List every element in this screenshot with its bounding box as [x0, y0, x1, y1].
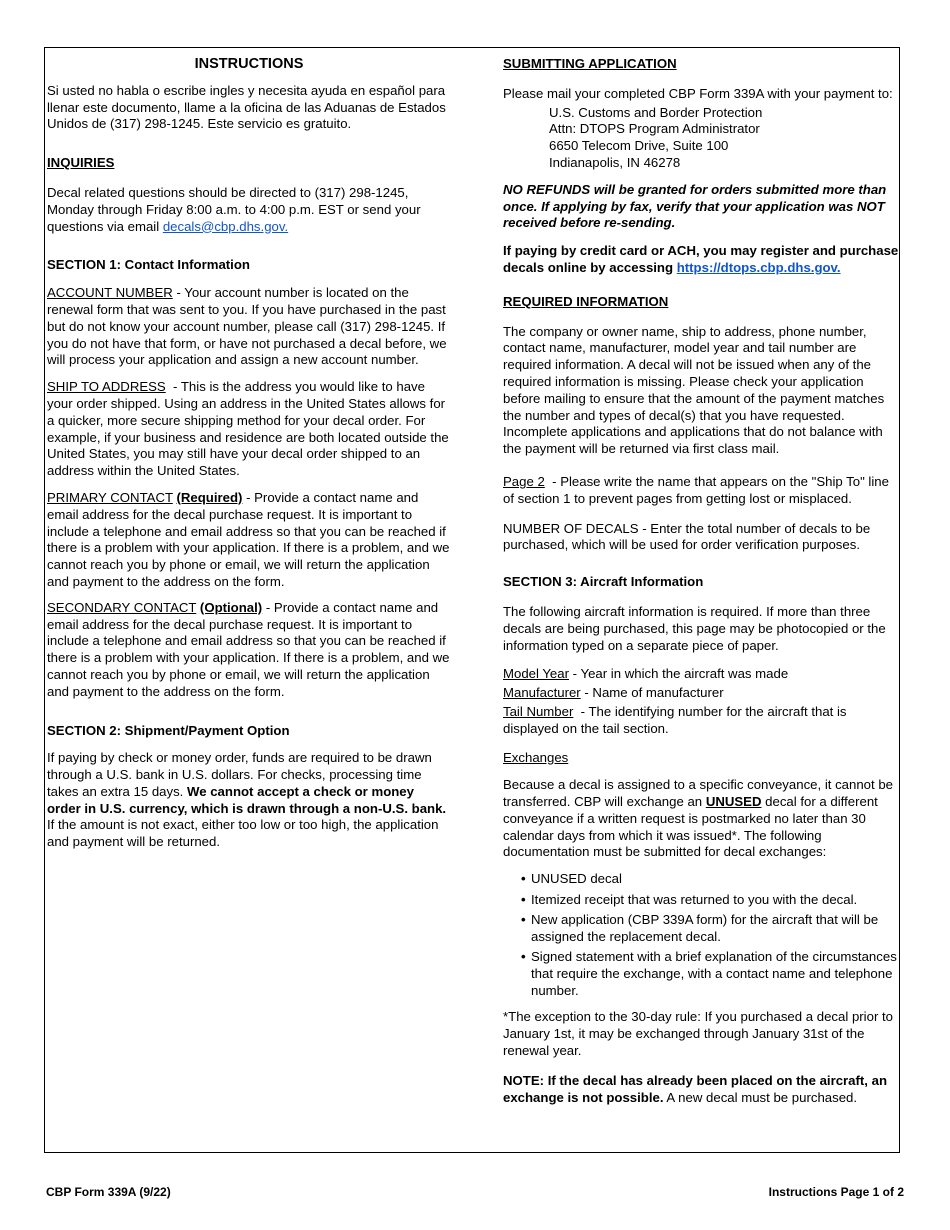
primary-contact-paragraph: [47, 490, 451, 591]
exchanges-paragraph: [503, 777, 901, 861]
list-item: • New application (CBP 339A form) for the aircraft that will be assigned the replacement decal.: [503, 912, 901, 946]
spanish-notice: Si usted no habla o escribe ingles y necesita ayuda en español para llenar este documento, llame a la oficina de las Aduanas de Estados Unidos de (317) 298-1245. Este servicio es gratuito.: [47, 82, 446, 132]
aircraft-intro: The following aircraft information is required. If more than three decals are being purchased, this page may be photocopied or the information typed on a separate piece of paper.: [503, 603, 886, 653]
submitting-heading: SUBMITTING APPLICATION: [503, 56, 677, 71]
instructions-frame: [44, 47, 900, 1153]
manufacturer-text: - Name of manufacturer: [580, 685, 724, 701]
number-of-decals-text: NUMBER OF DECALS - Enter the total number of decals to be purchased, which will be used for order verification purposes.: [503, 520, 871, 553]
mailing-address: [503, 105, 901, 172]
payment-paragraph: [47, 750, 451, 851]
payment-text-2: If the amount is not exact, either too low or too high, the application and payment will be returned.: [47, 817, 439, 850]
page-number: Instructions Page 1 of 2: [768, 1185, 904, 1199]
ship-to-paragraph: [47, 379, 451, 480]
list-item: • Itemized receipt that was returned to you with the decal.: [503, 892, 901, 909]
submitting-intro: Please mail your completed CBP Form 339A with your payment to:: [503, 85, 893, 101]
unused-word: UNUSED: [705, 794, 762, 810]
ship-to-label: SHIP TO ADDRESS: [47, 379, 166, 395]
model-year-text: - Year in which the aircraft was made: [569, 666, 789, 682]
inquiries-text: [47, 185, 451, 235]
list-item: • UNUSED decal: [503, 871, 901, 888]
address-line: U.S. Customs and Border Protection: [549, 104, 763, 120]
tail-number-label: Tail Number: [503, 703, 574, 719]
payment-warning: We cannot accept a check or money order in U.S. currency, which is drawn through a non-U.S. bank.: [47, 783, 447, 816]
left-column: [47, 48, 451, 851]
exchanges-text-2: decal for a different conveyance if a written request is postmarked no later than 30 calendar days from which it was issued*. The following documentation must be submitted for decal exchanges:: [503, 794, 878, 860]
page2-text: - Please write the name that appears on the "Ship To" line of section 1 to prevent pages from getting lost or misplaced.: [503, 473, 893, 506]
payment-text-1: If paying by check or money order, funds are required to be drawn through a U.S. bank in U.S. dollars. For checks, processing time takes an extra 15 days.: [47, 750, 432, 799]
exception-note: *The exception to the 30-day rule: If you purchased a decal prior to January 1st, it may be exchanged through January 31st of the renewal year.: [503, 1009, 893, 1058]
address-line: Attn: DTOPS Program Administrator: [549, 121, 760, 137]
exchange-documents-list: [503, 871, 901, 999]
email-link[interactable]: decals@cbp.dhs.gov.: [162, 218, 289, 234]
tail-number-text: - The identifying number for the aircraft that is displayed on the tail section.: [503, 703, 851, 736]
secondary-optional: (Optional): [199, 599, 263, 615]
page-title: INSTRUCTIONS: [194, 56, 304, 72]
required-info-text: The company or owner name, ship to address, phone number, contact name, manufacturer, model year and tail number are required information. A decal will not be issued when any of the required information is missing. Please check your application before mailing to ensure that the amount of the payment matches the number and types of decal(s) that you have requested. Incomplete applications and applications that do not balance with the payment will be returned via first class mail.: [503, 323, 885, 457]
ship-to-text: - This is the address you would like to have your order shipped. Using an address in the United States allows for a quicker, more secure shipping method for your decal order. For example, if your business and residence are both located outside the United States, you may still have your decal order shipped to an address within the United States.: [47, 379, 453, 479]
account-number-text: - Your account number is located on the renewal form that was sent to you. If you have purchased in the past but do not know your account number, please call (317) 298-1245. If you do not have that form, or have not purchased a decal before, we will process your application and assign a new account number.: [47, 285, 447, 368]
exchanges-text-1: Because a decal is assigned to a specific conveyance, it cannot be transferred. CBP will exchange an: [503, 777, 894, 810]
final-note: [503, 1073, 901, 1107]
credit-card-text: If paying by credit card or ACH, you may register and purchase decals online by accessing: [503, 243, 899, 275]
address-line: 6650 Telecom Drive, Suite 100: [549, 138, 729, 154]
note-bold: NOTE: If the decal has already been placed on the aircraft, an exchange is not possible.: [503, 1072, 888, 1105]
section1-heading: SECTION 1: Contact Information: [47, 257, 250, 273]
no-refunds-notice: NO REFUNDS will be granted for orders submitted more than once. If applying by fax, verify that your application was NOT received before re-sending.: [503, 181, 887, 231]
section2-heading: SECTION 2: Shipment/Payment Option: [47, 722, 290, 738]
model-year-line: [503, 666, 901, 683]
address-line: Indianapolis, IN 46278: [549, 154, 681, 170]
page2-label: Page 2: [503, 473, 545, 489]
account-number-paragraph: [47, 285, 451, 369]
secondary-contact-label: SECONDARY CONTACT: [47, 599, 197, 615]
tail-number-line: [503, 704, 901, 738]
manufacturer-line: [503, 685, 901, 702]
required-info-heading: REQUIRED INFORMATION: [503, 293, 669, 309]
model-year-label: Model Year: [503, 666, 569, 682]
primary-contact-label: PRIMARY CONTACT: [47, 489, 173, 505]
account-number-label: ACCOUNT NUMBER: [47, 285, 173, 301]
secondary-contact-text: - Provide a contact name and email address for the decal purchase request. It is important to include a telephone and email address so that you can be reached if there is a problem with your application. If there is a problem, and we cannot reach you by phone or email, we will return the application and payment to the address on the form.: [47, 599, 450, 699]
inquiries-heading: INQUIRIES: [47, 155, 115, 171]
primary-contact-text: - Provide a contact name and email address for the decal purchase request. It is important to include a telephone and email address so that you can be reached if there is a problem with your application. If there is a problem, and we cannot reach you by phone or email, we will return the application and payment to the address on the form.: [47, 489, 450, 589]
dtops-link[interactable]: https://dtops.cbp.dhs.gov.: [676, 259, 841, 275]
secondary-contact-paragraph: [47, 600, 451, 701]
credit-card-paragraph: [503, 243, 901, 277]
manufacturer-label: Manufacturer: [503, 685, 581, 701]
section3-heading: SECTION 3: Aircraft Information: [503, 574, 704, 590]
note-text: A new decal must be purchased.: [663, 1089, 858, 1105]
list-item: • Signed statement with a brief explanation of the circumstances that require the exchange, with a contact name and telephone number.: [503, 949, 901, 999]
right-column: [503, 48, 901, 1106]
page2-paragraph: [503, 474, 901, 508]
inquiries-body: Decal related questions should be directed to (317) 298-1245, Monday through Friday 8:00 a.m. to 4:00 p.m. EST or send your questions via email: [47, 184, 421, 234]
primary-required: (Required): [176, 489, 243, 505]
exchanges-label: Exchanges: [503, 749, 569, 765]
form-number: CBP Form 339A (9/22): [46, 1185, 171, 1199]
